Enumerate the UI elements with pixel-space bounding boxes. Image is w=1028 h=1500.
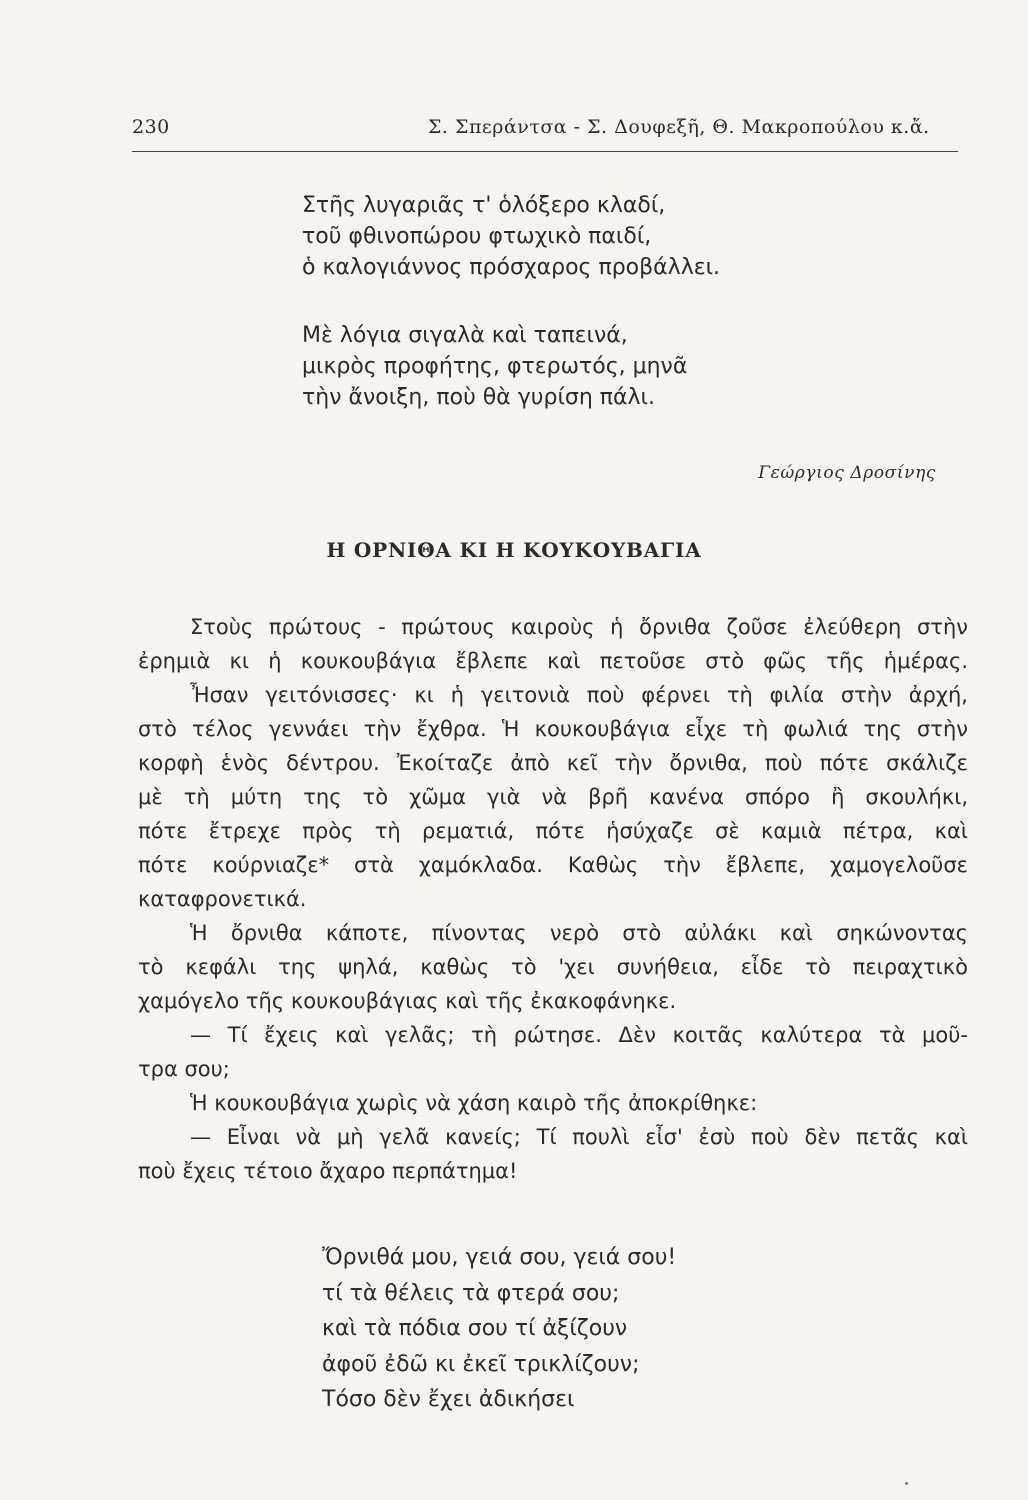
- prose-line: μὲ τὴ μύτη της τὸ χῶμα γιὰ νὰ βρῆ κανένα σπόρο ἢ σκουλήκι,: [138, 785, 968, 809]
- verse-line: καὶ τὰ πόδια σου τί ἀξίζουν: [322, 1316, 628, 1341]
- verse-line: τί τὰ θέλεις τὰ φτερά σου;: [322, 1280, 620, 1306]
- poem-author: Γεώργιος Δροσίνης: [758, 463, 936, 483]
- dialogue-line: ποὺ ἔχεις τέτοιο ἄχαρο περπάτημα!: [138, 1159, 518, 1183]
- verse-line: Ὄρνιθά μου, γειά σου, γειά σου!: [322, 1245, 677, 1270]
- verse-line: τὴν ἄνοιξη, ποὺ θὰ γυρίση πάλι.: [302, 385, 655, 410]
- prose-line: στὸ τέλος γεννάει τὴν ἔχθρα. Ἡ κουκουβάγια εἶχε τὴ φωλιά της στὴν: [138, 717, 968, 741]
- dialogue-line: — Τί ἔχεις καὶ γελᾶς; τὴ ρώτησε. Δὲν κοιτᾶς καλύτερα τὰ μοῦ-: [190, 1023, 968, 1047]
- prose-line: τὸ κεφάλι της ψηλά, καθὼς τὸ 'χει συνήθεια, εἶδε τὸ πειραχτικὸ: [138, 955, 968, 979]
- verse-line: Μὲ λόγια σιγαλὰ καὶ ταπεινά,: [302, 323, 628, 348]
- verse-line: ἀφοῦ ἐδῶ κι ἐκεῖ τρικλίζουν;: [322, 1351, 640, 1377]
- prose-line: πότε ἔτρεχε πρὸς τὴ ρεματιά, πότε ἡσύχαζε σὲ καμιὰ πέτρα, καὶ: [138, 819, 968, 843]
- verse-line: μικρὸς προφήτης, φτερωτός, μηνᾶ: [302, 354, 688, 379]
- prose-line: Ἡ ὄρνιθα κάποτε, πίνοντας νερὸ στὸ αὐλάκι καὶ σηκώνοντας: [190, 921, 968, 945]
- prose-line: καταφρονετικά.: [138, 887, 307, 911]
- prose-line: Ἡ κουκουβάγια χωρὶς νὰ χάση καιρὸ τῆς ἀποκρίθηκε:: [190, 1091, 758, 1115]
- paper-speck: [905, 1482, 908, 1485]
- prose-line: ἐρημιὰ κι ἡ κουκουβάγια ἔβλεπε καὶ πετοῦσε στὸ φῶς τῆς ἡμέρας.: [138, 649, 968, 673]
- verse-line: τοῦ φθινοπώρου φτωχικὸ παιδί,: [302, 224, 652, 249]
- prose-line: Ἦσαν γειτόνισσες· κι ἡ γειτονιὰ ποὺ φέρνει τὴ φιλία στὴν ἀρχή,: [190, 683, 968, 707]
- poem-stanza-2: [302, 320, 687, 413]
- verse-line: Στῆς λυγαριᾶς τ' ὁλόξερο κλαδί,: [302, 193, 666, 218]
- running-head: Σ. Σπεράντσα - Σ. Δουφεξῆ, Θ. Μακροπούλου κ.ἄ.: [428, 116, 930, 138]
- dialogue-line: τρα σου;: [138, 1057, 230, 1081]
- verse-line: Τόσο δὲν ἔχει ἀδικήσει: [322, 1387, 575, 1412]
- dialogue-line: — Εἶναι νὰ μὴ γελᾶ κανείς; Τί πουλὶ εἶσ' ἐσὺ ποὺ δὲν πετᾶς καὶ: [190, 1125, 968, 1149]
- story-text: [138, 610, 968, 1188]
- prose-line: πότε κούρνιαζε* στὰ χαμόκλαδα. Καθὼς τὴν ἔβλεπε, χαμογελοῦσε: [138, 853, 968, 877]
- prose-line: κορφὴ ἑνὸς δέντρου. Ἐκοίταζε ἀπὸ κεῖ τὴν ὄρνιθα, ποὺ πότε σκάλιζε: [138, 751, 968, 775]
- prose-line: Στοὺς πρώτους - πρώτους καιροὺς ἡ ὄρνιθα ζοῦσε ἐλεύθερη στὴν: [190, 615, 968, 639]
- header-rule: [132, 151, 958, 152]
- poem-stanza-1: [302, 190, 720, 283]
- embedded-poem: [322, 1240, 676, 1418]
- page-number: 230: [132, 116, 170, 138]
- story-title: Η ΟΡΝΙΘΑ ΚΙ Η ΚΟΥΚΟΥΒΑΓΙΑ: [326, 538, 702, 562]
- verse-line: ὁ καλογιάννος πρόσχαρος προβάλλει.: [302, 255, 721, 280]
- prose-line: χαμόγελο τῆς κουκουβάγιας καὶ τῆς ἐκακοφάνηκε.: [138, 989, 677, 1013]
